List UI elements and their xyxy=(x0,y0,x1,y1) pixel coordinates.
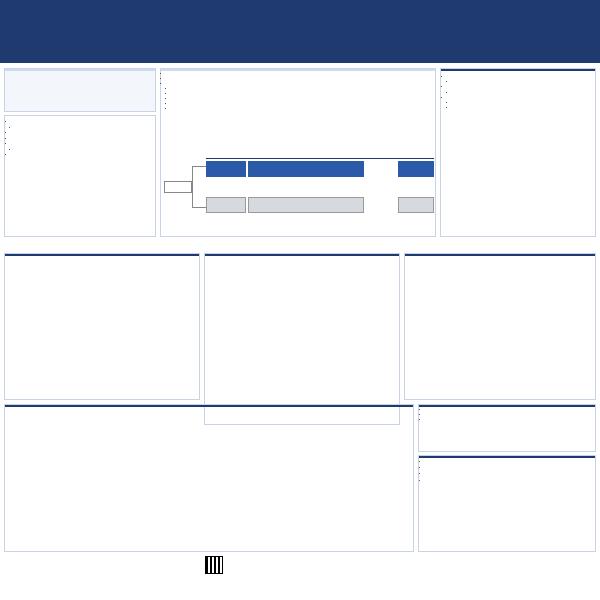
poster-title-block xyxy=(120,4,596,6)
intro-item xyxy=(14,153,151,158)
table1-panel xyxy=(4,253,200,400)
secondary-item xyxy=(450,96,591,100)
axs-arm-followup xyxy=(398,161,434,177)
methods-item xyxy=(174,107,432,111)
fosq-total-chart xyxy=(7,429,143,513)
figure4-title xyxy=(5,405,413,407)
screening-box xyxy=(164,181,192,193)
conclusion-item xyxy=(428,472,591,476)
figure3-panel xyxy=(404,253,596,400)
intro-item xyxy=(18,148,151,153)
secondary-endpoints-panel xyxy=(440,68,596,237)
introduction-panel xyxy=(4,115,156,237)
fig4b-note xyxy=(147,515,411,517)
safety-panel xyxy=(418,404,596,452)
table1-footnote xyxy=(5,258,199,260)
figure4-panel xyxy=(4,404,414,552)
placebo-arm-week1 xyxy=(206,197,246,213)
methods-item xyxy=(169,82,432,86)
placebo-arm-weeks2-5 xyxy=(248,197,364,213)
secondary-item xyxy=(455,91,591,95)
safety-item xyxy=(428,414,591,418)
qr-block xyxy=(205,556,305,574)
key-objective-text xyxy=(5,71,155,75)
fig4a-footnote xyxy=(7,539,143,541)
secondary-item xyxy=(450,75,591,79)
safety-item xyxy=(428,419,591,423)
methods-item xyxy=(174,97,432,101)
secondary-item xyxy=(455,80,591,84)
figure3-footnote xyxy=(405,361,595,363)
placebo-arm-followup xyxy=(398,197,434,213)
intro-item xyxy=(14,142,151,147)
conclusion-item xyxy=(428,466,591,470)
conclusions-panel xyxy=(418,455,596,552)
trial-design-diagram xyxy=(162,152,434,236)
timeline-line xyxy=(206,158,434,159)
intro-item xyxy=(14,131,151,136)
cgi-s-chart xyxy=(205,256,399,374)
methods-item xyxy=(174,102,432,106)
methods-item xyxy=(169,72,432,76)
axs-arm-week1 xyxy=(206,161,246,177)
poster-header xyxy=(0,0,600,63)
key-objective-panel xyxy=(4,68,156,112)
qr-code-image[interactable] xyxy=(205,556,223,574)
conclusion-item xyxy=(428,479,591,483)
intro-item xyxy=(14,120,151,125)
methods-item xyxy=(174,87,432,91)
secondary-item xyxy=(455,101,591,105)
secondary-item xyxy=(450,85,591,89)
fosq-subscale-chart xyxy=(147,429,411,513)
visit-row xyxy=(198,217,434,233)
figure2-footnote xyxy=(205,381,399,383)
intro-item xyxy=(14,137,151,142)
axs-arm-weeks2-5 xyxy=(248,161,364,177)
fig4a-note xyxy=(7,515,143,517)
fig4b-footnote xyxy=(147,539,411,541)
arm-connector xyxy=(192,166,206,208)
eq5d-chart xyxy=(405,256,595,354)
safety-item xyxy=(428,409,591,413)
secondary-item xyxy=(455,106,591,110)
methods-item xyxy=(174,92,432,96)
conclusion-item xyxy=(428,460,591,464)
figure2-panel xyxy=(204,253,400,425)
intro-item xyxy=(18,126,151,131)
methods-item xyxy=(169,77,432,81)
